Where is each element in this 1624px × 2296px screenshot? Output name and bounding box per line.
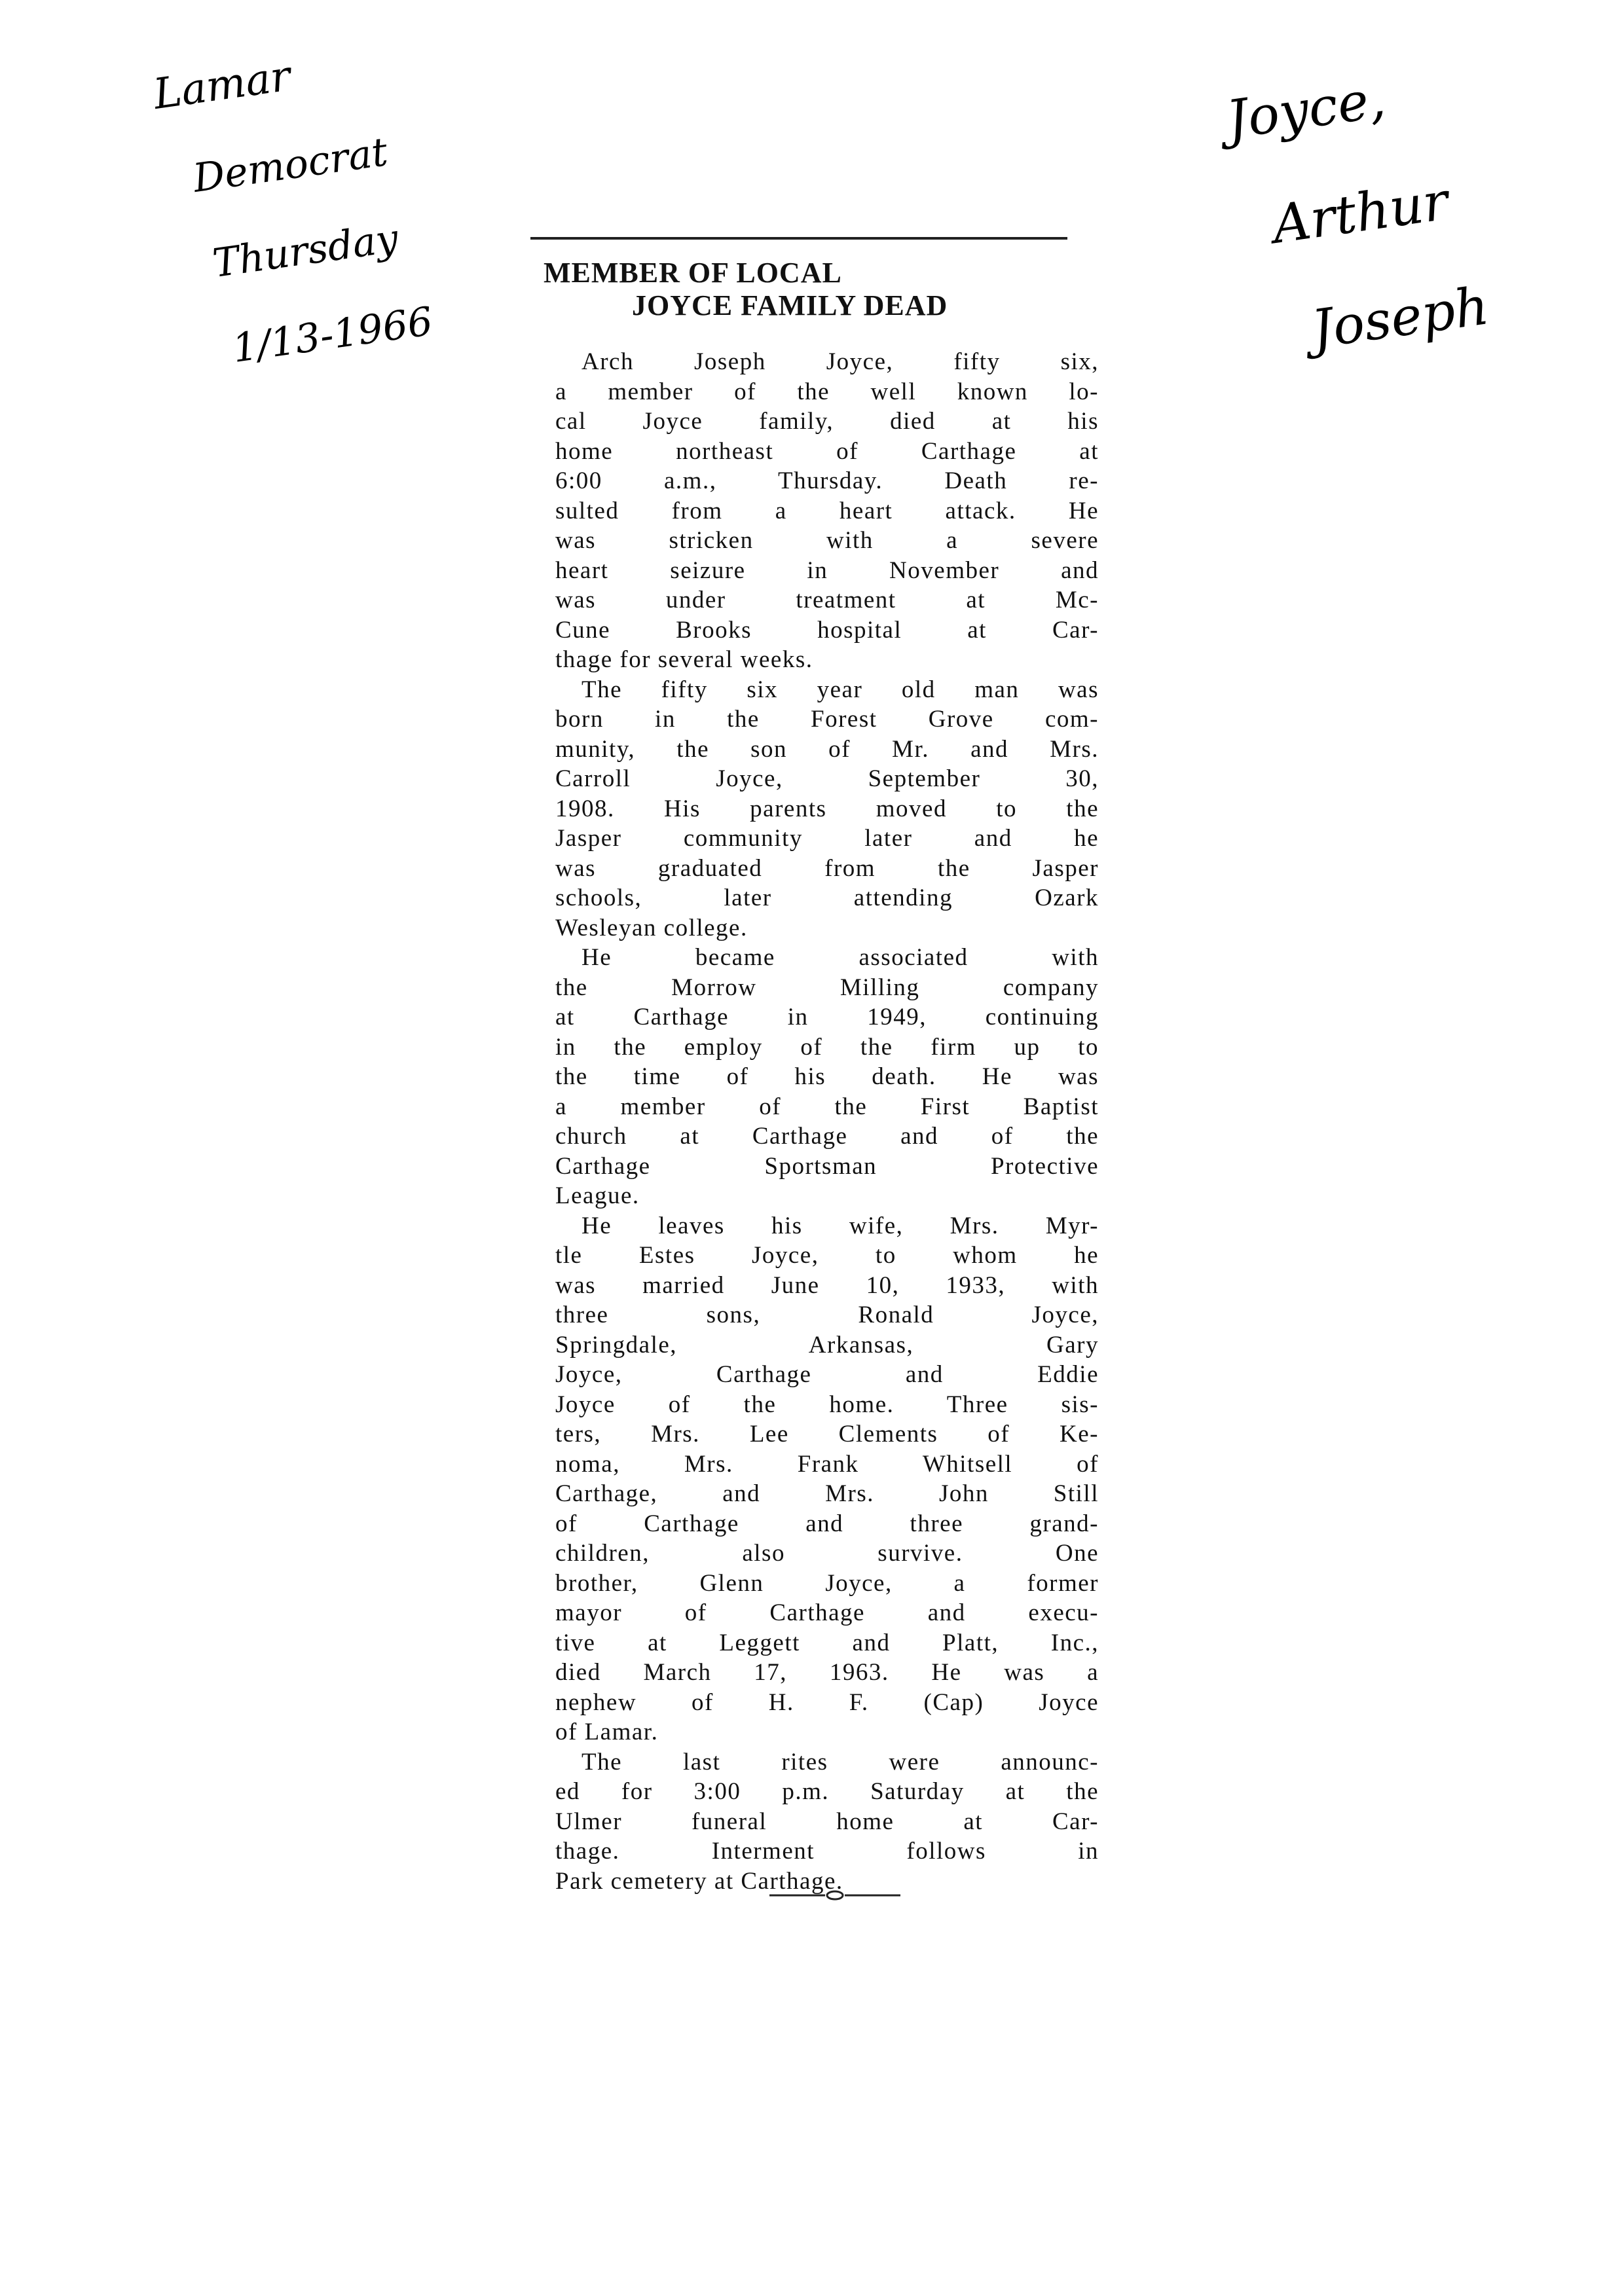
headline <box>544 257 1067 322</box>
article-line: heart seizure in November and <box>555 556 1099 584</box>
article-line: ters, Mrs. Lee Clements of Ke- <box>555 1421 1099 1448</box>
article-line: brother, Glenn Joyce, a former <box>555 1569 1099 1597</box>
article-line: tle Estes Joyce, to whom he <box>555 1242 1099 1269</box>
article-line: home northeast of Carthage at <box>555 437 1099 465</box>
article-line: was graduated from the Jasper <box>555 854 1099 882</box>
handwritten-word: 1/13-1966 <box>229 298 436 372</box>
article-line: Arch Joseph Joyce, fifty six, <box>581 348 1099 375</box>
article-line: Wesleyan college. <box>555 914 748 941</box>
article-line: a member of the well known lo- <box>555 378 1099 405</box>
article-paragraph <box>555 943 1099 1211</box>
article-paragraph <box>555 1747 1099 1897</box>
article-line: Springdale, Arkansas, Gary <box>555 1331 1099 1358</box>
article-body <box>555 347 1099 1896</box>
article-line: Cune Brooks hospital at Car- <box>555 616 1099 644</box>
article-line: Jasper community later and he <box>555 825 1099 852</box>
article-line: at Carthage in 1949, continuing <box>555 1004 1099 1030</box>
article-line: cal Joyce family, died at his <box>555 408 1099 435</box>
article-line: schools, later attending Ozark <box>555 884 1099 911</box>
end-mark-divider <box>756 1889 913 1902</box>
article-line: three sons, Ronald Joyce, <box>555 1302 1099 1328</box>
article-line: munity, the son of Mr. and Mrs. <box>555 735 1099 763</box>
article-paragraph <box>555 675 1099 943</box>
headline-line-2: JOYCE FAMILY DEAD <box>632 289 948 321</box>
article-line: of Lamar. <box>555 1719 659 1745</box>
article-line: born in the Forest Grove com- <box>555 706 1099 733</box>
article-paragraph <box>555 1211 1099 1747</box>
article-line: Joyce, Carthage and Eddie <box>555 1361 1099 1388</box>
headline-line-1: MEMBER OF LOCAL <box>544 257 842 289</box>
handwritten-word: Thursday <box>210 215 401 287</box>
article-line: ed for 3:00 p.m. Saturday at the <box>555 1778 1099 1805</box>
article-line: 6:00 a.m., Thursday. Death re- <box>555 467 1099 494</box>
article-paragraph <box>555 347 1099 675</box>
article-line: He became associated with <box>581 944 1099 971</box>
article-line: died March 17, 1963. He was a <box>555 1659 1099 1686</box>
article-line: thage. Interment follows in <box>555 1838 1099 1865</box>
article-line: children, also survive. One <box>555 1540 1099 1567</box>
handwritten-word: Joyce, <box>1223 68 1389 151</box>
article-line: thage for several weeks. <box>555 646 813 673</box>
article-line: Carthage, and Mrs. John Still <box>555 1480 1099 1507</box>
article-line: League. <box>555 1182 640 1209</box>
article-line: 1908. His parents moved to the <box>555 795 1099 822</box>
article-line: Joyce of the home. Three sis- <box>555 1391 1099 1418</box>
handwritten-word: Democrat <box>190 129 391 202</box>
article-line: sulted from a heart attack. He <box>555 497 1099 524</box>
article-line: was stricken with a severe <box>555 527 1099 554</box>
article-line: The fifty six year old man was <box>581 676 1099 703</box>
article-line: in the employ of the firm up to <box>555 1033 1099 1061</box>
handwritten-word: Lamar <box>150 52 294 119</box>
article-line: mayor of Carthage and execu- <box>555 1599 1099 1626</box>
article-line: of Carthage and three grand- <box>555 1510 1099 1537</box>
article-line: the time of his death. He was <box>555 1063 1099 1090</box>
article-line: the Morrow Milling company <box>555 974 1099 1001</box>
article-line: He leaves his wife, Mrs. Myr- <box>581 1212 1099 1239</box>
article-line: Carroll Joyce, September 30, <box>555 765 1099 792</box>
article-line: was married June 10, 1933, with <box>555 1271 1099 1299</box>
handwritten-word: Joseph <box>1308 275 1493 360</box>
article-line: nephew of H. F. (Cap) Joyce <box>555 1688 1099 1716</box>
handwritten-word: Arthur <box>1268 170 1452 255</box>
article-line: The last rites were announc- <box>581 1748 1099 1776</box>
article-line: noma, Mrs. Frank Whitsell of <box>555 1450 1099 1478</box>
article-line: a member of the First Baptist <box>555 1093 1099 1120</box>
article-line: Carthage Sportsman Protective <box>555 1152 1099 1180</box>
headline-rule <box>530 237 1067 240</box>
article-line: was under treatment at Mc- <box>555 587 1099 613</box>
article-line: Park cemetery at Carthage. <box>555 1867 843 1895</box>
article-line: tive at Leggett and Platt, Inc., <box>555 1629 1099 1656</box>
article-line: church at Carthage and of the <box>555 1123 1099 1150</box>
article-line: Ulmer funeral home at Car- <box>555 1808 1099 1835</box>
